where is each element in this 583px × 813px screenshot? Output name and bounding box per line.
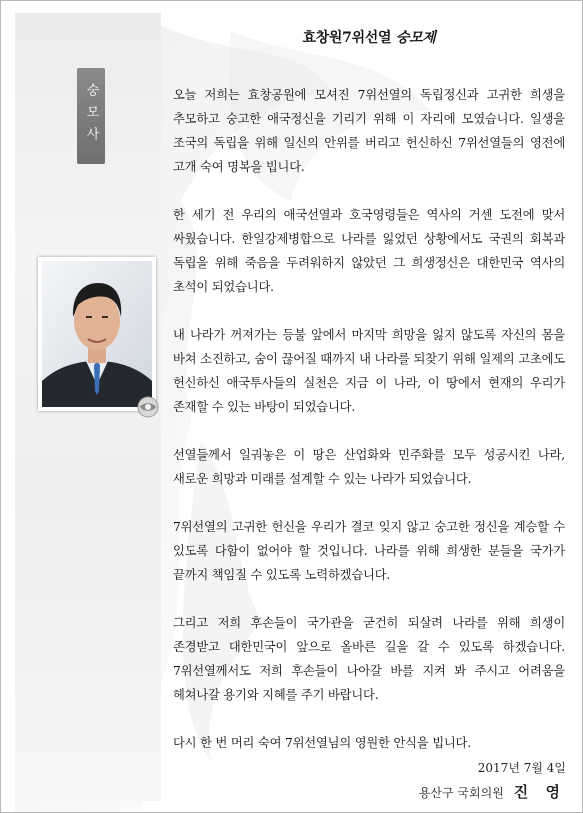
paragraph-7: 다시 한 번 머리 숙여 7위선열님의 영원한 안식을 빕니다. — [173, 736, 471, 750]
circle-emblem-icon — [137, 396, 159, 418]
paragraph-5: 7위선열의 고귀한 헌신을 우리가 결코 잊지 않고 숭고한 정신을 계승할 수 있도록 다함이 없어야 할 것입니다. 나라를 위해 희생한 분들을 국가가 끝까지 책임질 수 있도록 노력하겠습니다. — [173, 520, 565, 582]
portrait-image — [42, 261, 152, 407]
title-accent: 숭모제 — [395, 30, 436, 46]
document-body — [173, 27, 565, 779]
paragraph-6: 그리고 저희 후손들이 국가관을 굳건히 되살려 나라를 위해 희생이 존경받고 대한민국이 앞으로 올바른 길을 갈 수 있도록 하겠습니다. 7위선열께서도 저희 후손들이 나아갈 바를 지켜 봐 주시고 어려움을 헤쳐나갈 용기와 지혜를 주기 바랍니다. — [173, 616, 565, 702]
signature-position: 용산구 국회의원 — [418, 786, 504, 800]
paragraph-4: 선열들께서 일궈놓은 이 땅은 산업화와 민주화를 모두 성공시킨 나라, 새로운 희망과 미래를 설계할 수 있는 나라가 되었습니다. — [173, 448, 565, 486]
paragraph-3: 내 나라가 꺼져가는 등불 앞에서 마지막 희망을 잃지 않도록 자신의 몸을 바쳐 소진하고, 숨이 끊어질 때까지 내 나라를 되찾기 위해 일제의 고초에도 헌신하신 애국투사들의 실천은 지금 이 나라, 이 땅에서 현재의 우리가 존재할 수 있는 바탕이 되었습니다. — [173, 328, 565, 414]
vertical-title-text: 숭모사 — [83, 83, 99, 149]
signature-name: 진 영 — [513, 783, 566, 801]
paragraph-1: 오늘 저희는 효창공원에 모셔진 7위선열의 독립정신과 고귀한 희생을 추모하고 숭고한 애국정신을 기리기 위해 이 자리에 모였습니다. 일생을 조국의 독립을 위해 일신의 안위를 버리고 헌신하신 7위선열들의 영전에 고개 숙여 명복을 빕니다. — [173, 88, 565, 174]
paragraph-2: 한 세기 전 우리의 애국선열과 호국영령들은 역사의 거센 도전에 맞서 싸웠습니다. 한일강제병합으로 나라를 잃었던 상황에서도 국권의 회복과 독립을 위해 죽음을 두려워하지 않았던 그 희생정신은 대한민국 역사의 초석이 되었습니다. — [173, 208, 565, 294]
title-main: 효창원7위선열 — [302, 30, 392, 46]
portrait-photo — [38, 257, 156, 411]
signature-date: 2017년 7월 4일 — [477, 761, 566, 775]
vertical-title-label — [77, 68, 105, 164]
document-title — [173, 27, 565, 47]
signature-line — [419, 781, 566, 802]
